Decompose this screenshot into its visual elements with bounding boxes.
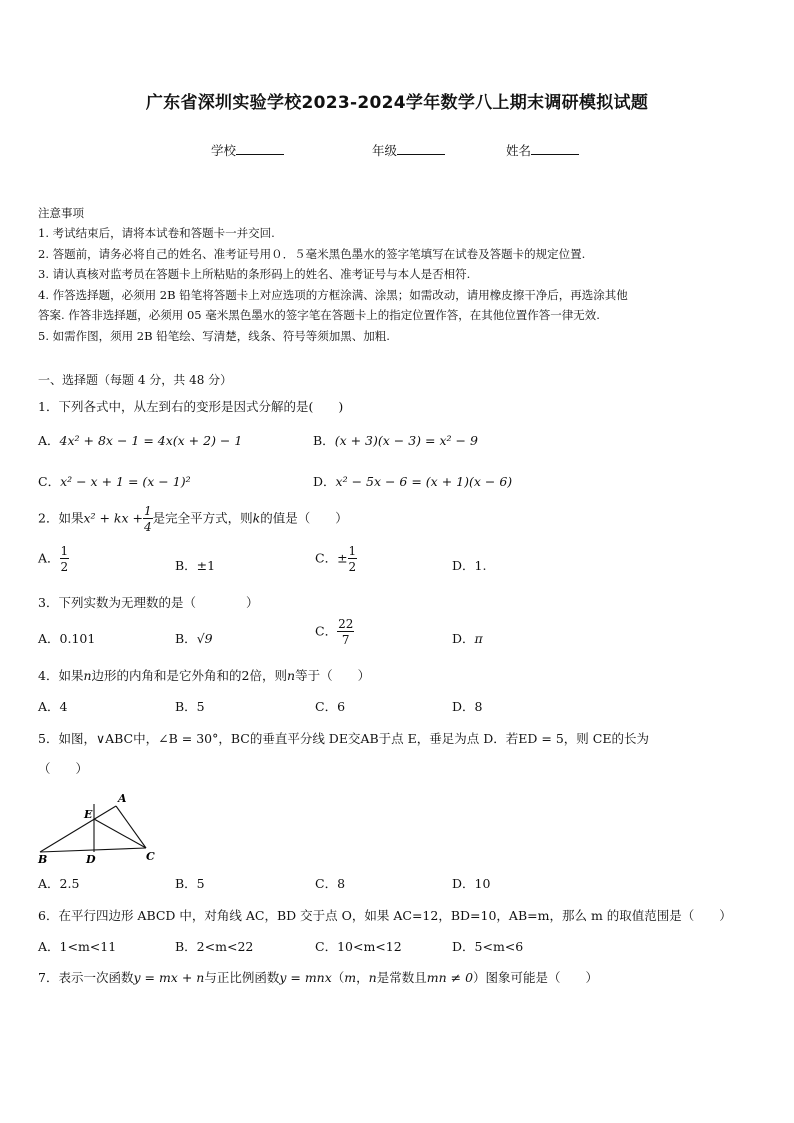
q2-option-d: D．1. [452,558,487,573]
segment-ac [116,806,146,848]
grade-label: 年级 [372,143,398,158]
q2-option-a: A． $\frac{1}{2}$ [38,544,69,574]
grade-blank [397,142,445,155]
q3-option-a: A．0.101 [38,631,96,646]
q5-option-c: C．8 [315,876,346,891]
q1-option-a: A．4x² + 8x − 1 = 4x(x + 2) − 1 [38,433,243,448]
q3-option-d: D．π [452,631,483,646]
label-e: E [84,808,93,821]
school-blank [236,142,284,155]
q2-option-b: B．±1 [175,558,216,573]
q4-option-d: D．8 [452,699,483,714]
segment-ba [40,806,116,852]
question-2-stem: 2．如果x² + kx + $\frac{1}{4}$ 是完全平方式，则k的值是（ ） [38,504,348,534]
grade-field [372,141,445,159]
q4-option-c: C．6 [315,699,346,714]
section-heading: 一、选择题（每题 4 分，共 48 分） [38,373,233,387]
q5-option-b: B．5 [175,876,205,891]
q4-option-a: A．4 [38,699,68,714]
q3-option-b: B．√9 [175,631,213,646]
segment-ce [94,819,146,848]
question-5-stem-line1: 5．如图，∨ABC中，∠B = 30°，BC的垂直平分线 DE交AB于点 E，垂足为点 D．若ED = 5，则 CE的长为 [38,731,649,746]
question-6-stem: 6．在平行四边形 ABCD 中，对角线 AC，BD 交于点 O，如果 AC=12，BD=10，AB=m，那么 m 的取值范围是（ ） [38,908,732,923]
name-field [506,141,579,159]
notice-item: 2. 答题前，请务必将自己的姓名、准考证号用０．５毫米黑色墨水的签字笔填写在试卷及答题卡的规定位置. [38,247,586,261]
label-d: D [86,853,96,866]
triangle-figure [32,786,162,868]
exam-title: 广东省深圳实验学校2023-2024学年数学八上期末调研模拟试题 [145,93,649,113]
q1-option-d: D．x² − 5x − 6 = (x + 1)(x − 6) [313,474,513,489]
question-7-stem: 7．表示一次函数y = mx + n与正比例函数y = mnx（m，n是常数且mn ≠ 0）图象可能是（ ） [38,970,599,985]
q3-option-c: C． $\frac{22}{7}$ [315,617,354,647]
q4-option-b: B．5 [175,699,205,714]
question-4-stem: 4．如果n边形的内角和是它外角和的2倍，则n等于（ ） [38,668,371,683]
q5-option-d: D．10 [452,876,491,891]
q1-option-c: C．x² − x + 1 = (x − 1)² [38,474,191,489]
q2-option-c: C．± $\frac{1}{2}$ [315,544,357,574]
fraction: $\frac{1}{4}$ [144,504,152,534]
school-label: 学校 [211,143,237,158]
q6-option-b: B．2<m<22 [175,939,254,954]
fraction: $\frac{22}{7}$ [338,617,354,647]
question-3-stem: 3．下列实数为无理数的是（ ） [38,595,259,610]
q6-option-d: D．5<m<6 [452,939,524,954]
fraction: $\frac{1}{2}$ [348,544,357,574]
question-1-stem: 1．下列各式中，从左到右的变形是因式分解的是( ) [38,399,344,414]
name-blank [531,142,579,155]
question-5-stem-line2: （ ） [38,761,89,776]
notice-item: 答案. 作答非选择题，必须用 05 毫米黑色墨水的签字笔在答题卡上的指定位置作答，在其他位置作答一律无效. [38,308,600,322]
school-field [211,141,284,159]
label-a: A [118,792,127,805]
segment-bc [40,848,146,852]
name-label: 姓名 [506,143,532,158]
q6-option-c: C．10<m<12 [315,939,402,954]
notice-heading: 注意事项 [38,206,84,220]
notice-item: 1. 考试结束后，请将本试卷和答题卡一并交回. [38,226,275,240]
label-b: B [38,853,48,866]
q5-option-a: A．2.5 [38,876,80,891]
q6-option-a: A．1<m<11 [38,939,117,954]
q1-option-b: B．(x + 3)(x − 3) = x² − 9 [313,433,478,448]
notice-item: 5. 如需作图，须用 2B 铅笔绘、写清楚，线条、符号等须加黑、加粗. [38,329,390,343]
label-c: C [146,850,155,863]
notice-item: 3. 请认真核对监考员在答题卡上所粘贴的条形码上的姓名、准考证号与本人是否相符. [38,267,471,281]
fraction: $\frac{1}{2}$ [60,544,69,574]
notice-item: 4. 作答选择题，必须用 2B 铅笔将答题卡上对应选项的方框涂满、涂黑；如需改动，请用橡皮擦干净后，再选涂其他 [38,288,628,302]
